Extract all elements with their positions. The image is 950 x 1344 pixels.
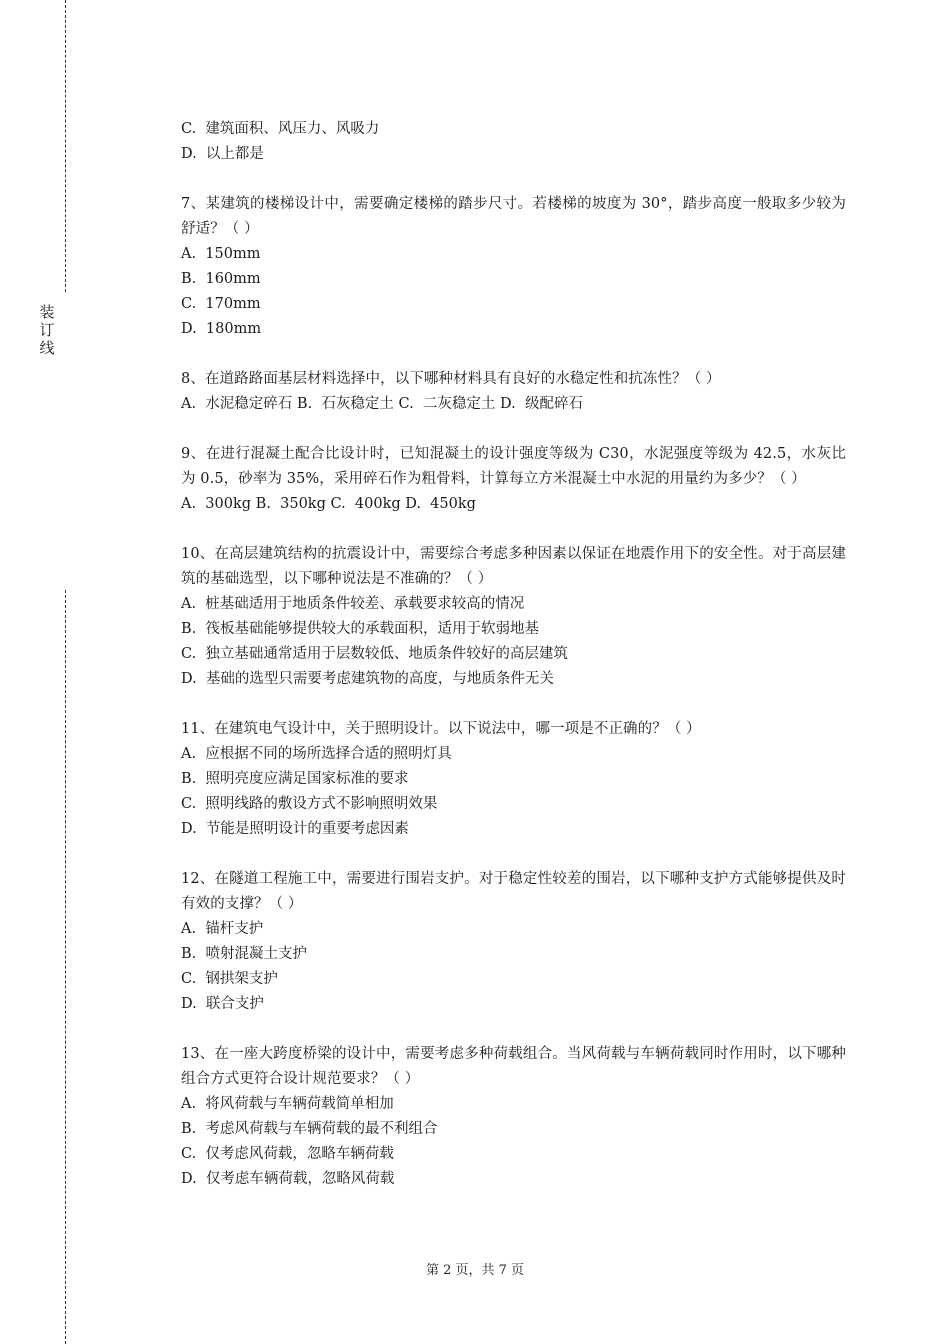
option-a: A. 应根据不同的场所选择合适的照明灯具 <box>181 746 452 762</box>
option-b: B. 筏板基础能够提供较大的承载面积，适用于软弱地基 <box>181 621 539 637</box>
option-b: B. 考虑风荷载与车辆荷载的最不利组合 <box>181 1121 438 1137</box>
option-d: D. 180mm <box>181 321 262 337</box>
question-13 <box>181 1042 846 1192</box>
question-11 <box>181 717 846 842</box>
question-text: 7、某建筑的楼梯设计中，需要确定楼梯的踏步尺寸。若楼梯的坡度为 30°，踏步高度一般取多少较为舒适？（ ） <box>181 196 846 237</box>
option-c: C. 170mm <box>181 296 261 312</box>
binding-char: 线 <box>39 339 55 357</box>
question-9 <box>181 442 846 517</box>
options-line: A. 300kg B. 350kg C. 400kg D. 450kg <box>181 496 476 512</box>
binding-dashed-line-top <box>65 0 66 292</box>
question-text: 12、在隧道工程施工中，需要进行围岩支护。对于稳定性较差的围岩，以下哪种支护方式能够提供及时有效的支撑？（ ） <box>181 871 846 912</box>
binding-label <box>37 303 57 357</box>
option-a: A. 150mm <box>181 246 261 262</box>
question-text: 9、在进行混凝土配合比设计时，已知混凝土的设计强度等级为 C30，水泥强度等级为 42.5，水灰比为 0.5，砂率为 35%，采用碎石作为粗骨料，计算每立方米混凝土中水泥的用量约为多少？（ ） <box>181 446 846 487</box>
page-footer: 第 2 页，共 7 页 <box>425 1263 525 1278</box>
option-b: B. 喷射混凝土支护 <box>181 946 307 962</box>
option-c: C. 独立基础通常适用于层数较低、地质条件较好的高层建筑 <box>181 646 568 662</box>
option-c: C. 仅考虑风荷载，忽略车辆荷载 <box>181 1146 394 1162</box>
option-d: D. 以上都是 <box>181 146 264 162</box>
option-c: C. 建筑面积、风压力、风吸力 <box>181 121 380 137</box>
option-c: C. 钢拱架支护 <box>181 971 278 987</box>
option-d: D. 联合支护 <box>181 996 264 1012</box>
question-12 <box>181 867 846 1017</box>
question-6-continuation <box>181 117 846 167</box>
option-d: D. 节能是照明设计的重要考虑因素 <box>181 821 409 837</box>
option-a: A. 桩基础适用于地质条件较差、承载要求较高的情况 <box>181 596 525 612</box>
question-8 <box>181 367 846 417</box>
question-text: 13、在一座大跨度桥梁的设计中，需要考虑多种荷载组合。当风荷载与车辆荷载同时作用时，以下哪种组合方式更符合设计规范要求？（ ） <box>181 1046 846 1087</box>
binding-dashed-line-bottom <box>65 590 66 1344</box>
options-line: A. 水泥稳定碎石 B. 石灰稳定土 C. 二灰稳定土 D. 级配碎石 <box>181 396 583 412</box>
question-10 <box>181 542 846 692</box>
option-c: C. 照明线路的敷设方式不影响照明效果 <box>181 796 438 812</box>
option-b: B. 160mm <box>181 271 261 287</box>
question-text: 11、在建筑电气设计中，关于照明设计。以下说法中，哪一项是不正确的？（ ） <box>181 721 701 737</box>
exam-content <box>181 117 846 1217</box>
option-d: D. 仅考虑车辆荷载，忽略风荷载 <box>181 1171 395 1187</box>
question-text: 10、在高层建筑结构的抗震设计中，需要综合考虑多种因素以保证在地震作用下的安全性。对于高层建筑的基础选型，以下哪种说法是不准确的？（ ） <box>181 546 846 587</box>
binding-char: 装 <box>39 303 55 321</box>
question-text: 8、在道路路面基层材料选择中，以下哪种材料具有良好的水稳定性和抗冻性？（ ） <box>181 371 721 387</box>
option-a: A. 锚杆支护 <box>181 921 264 937</box>
option-b: B. 照明亮度应满足国家标准的要求 <box>181 771 409 787</box>
binding-char: 订 <box>39 321 55 339</box>
question-7 <box>181 192 846 342</box>
option-a: A. 将风荷载与车辆荷载简单相加 <box>181 1096 394 1112</box>
option-d: D. 基础的选型只需要考虑建筑物的高度，与地质条件无关 <box>181 671 554 687</box>
